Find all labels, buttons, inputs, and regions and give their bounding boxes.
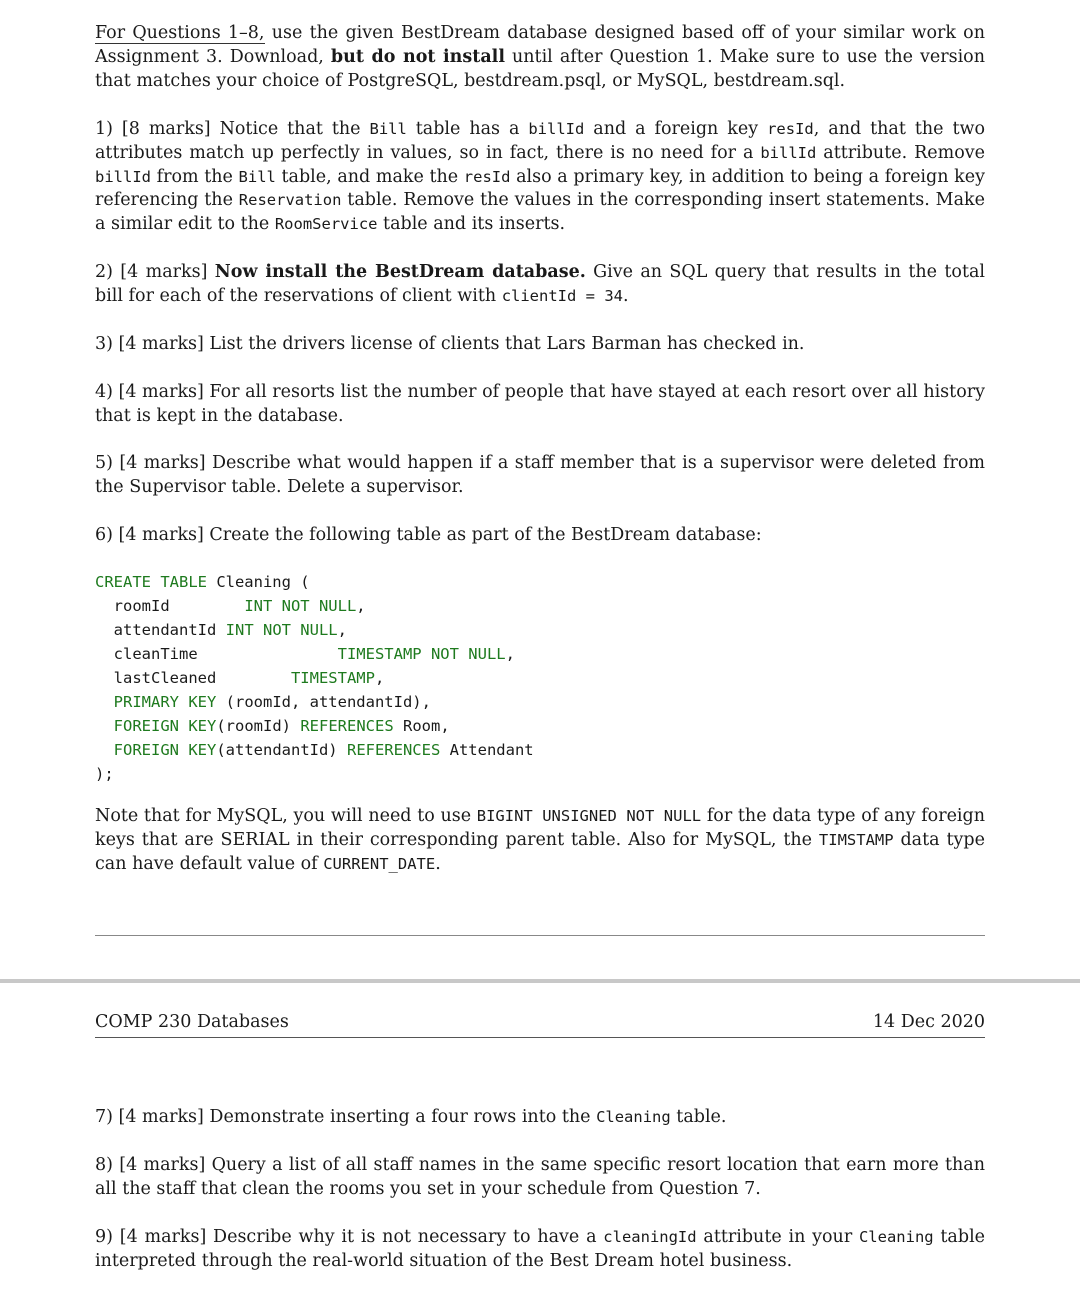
create-table-code: CREATE TABLE Cleaning ( roomId INT NOT NULL, attendantId INT NOT NULL, cleanTime TIMESTAMP NOT NULL, lastCleaned TIMESTAMP, PRIMARY KEY (roomId, attendantId), FOREIGN KEY(roomId) REFERENCES Room, FOREIGN KEY(attendantId) REFERENCES Attendant ); [95, 573, 534, 783]
question-7: 7) [4 marks] Demonstrate inserting a four rows into the Cleaning table. [95, 1107, 727, 1127]
page-footer-rule [95, 935, 985, 936]
mysql-note: Note that for MySQL, you will need to use BIGINT UNSIGNED NOT NULL for the data type of any foreign keys that are SERIAL in their corresponding parent table. Also for MySQL, the TIMSTAMP data type can have default value of CURRENT_DATE. [95, 806, 985, 874]
header-date: 14 Dec 2020 [872, 1012, 985, 1032]
question-8: 8) [4 marks] Query a list of all staff names in the same specific resort location that earn more than all the staff that clean the rooms you set in your schedule from Question 7. [95, 1155, 985, 1199]
page-header [95, 1012, 985, 1038]
questions-range: For Questions 1–8, [95, 23, 265, 43]
course-title: COMP 230 Databases [95, 1012, 289, 1032]
question-9: 9) [4 marks] Describe why it is not necessary to have a cleaningId attribute in your Cleaning table interpreted through the real-world situation of the Best Dream hotel business. [95, 1227, 986, 1271]
question-2: 2) [4 marks] Now install the BestDream database. Give an SQL query that results in the total bill for each of the reservations of client with clientId = 34. [95, 262, 986, 306]
intro-paragraph: For Questions 1–8, use the given BestDream database designed based off of your similar work on Assignment 3. Download, but do not install until after Question 1. Make sure to use the version that matches your choice of PostgreSQL, bestdream.psql, or MySQL, bestdream.sql. [95, 23, 985, 91]
question-5: 5) [4 marks] Describe what would happen if a staff member that is a supervisor were deleted from the Supervisor table. Delete a supervisor. [95, 453, 985, 497]
question-6: 6) [4 marks] Create the following table as part of the BestDream database: [95, 525, 762, 545]
page-break [0, 979, 1080, 983]
question-3: 3) [4 marks] List the drivers license of clients that Lars Barman has checked in. [95, 334, 805, 354]
question-4: 4) [4 marks] For all resorts list the number of people that have stayed at each resort over all history that is kept in the database. [95, 382, 985, 426]
question-1: 1) [8 marks] Notice that the Bill table has a billId and a foreign key resId, and that the two attributes match up perfectly in values, so in fact, there is no need for a billId attribute. Remove billId from the Bill table, and make the resId also a primary key, in addition to being a foreign key referencing the Reservation table. Remove the values in the corresponding insert statements. Make a similar edit to the RoomService table and its inserts. [95, 119, 985, 235]
